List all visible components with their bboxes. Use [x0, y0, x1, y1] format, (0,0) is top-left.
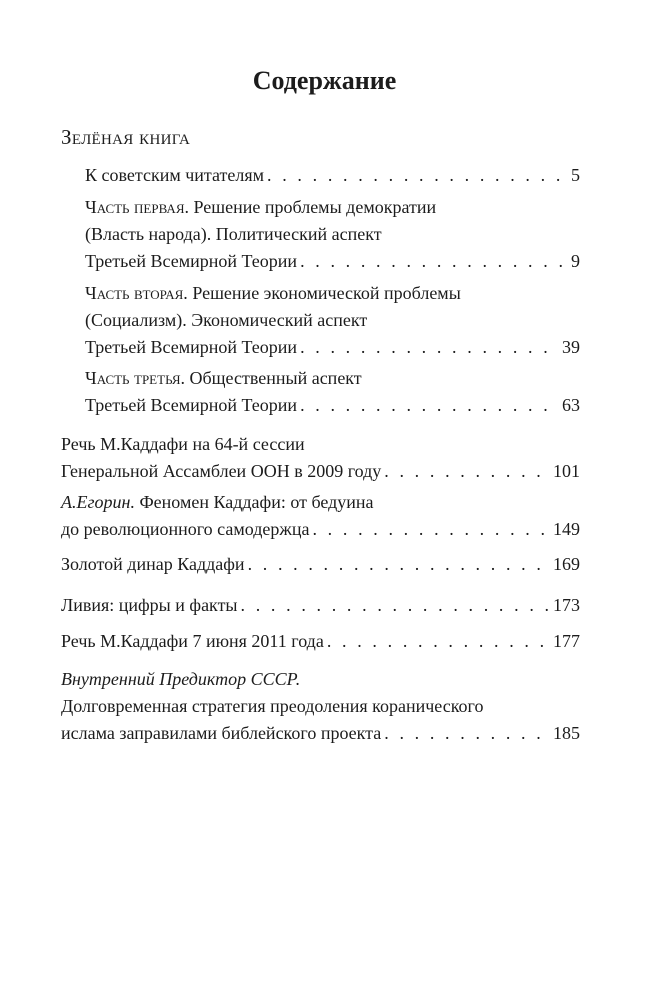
dot-leader: [327, 628, 550, 655]
entry-title: Третьей Всемирной Теории: [85, 251, 298, 271]
dot-leader: [300, 392, 559, 419]
page-title: Содержание: [252, 66, 397, 95]
page-number: 149: [553, 519, 580, 539]
entry-title-line: (Власть народа). Политический аспект: [85, 224, 382, 244]
part-label: Часть вторая.: [85, 283, 188, 303]
page-number: 5: [571, 165, 580, 185]
part-label: Часть первая.: [85, 197, 189, 217]
page-number: 63: [562, 395, 580, 415]
page-number: 9: [571, 251, 580, 271]
toc-entry[interactable]: [85, 194, 580, 275]
page-number: 173: [553, 595, 580, 615]
entry-title: К советским читателям: [85, 165, 265, 185]
dot-leader: [300, 248, 568, 275]
page-number: 177: [553, 631, 580, 651]
toc-entry[interactable]: [85, 365, 580, 419]
entry-title-line: Решение проблемы демократии: [193, 197, 437, 217]
toc-entry[interactable]: [61, 431, 580, 485]
entry-title: Генеральной Ассамблеи ООН в 2009 году: [61, 461, 382, 481]
page-number: 39: [562, 337, 580, 357]
entry-title-line: Решение экономической проблемы: [192, 283, 461, 303]
entry-title-line: Общественный аспект: [189, 368, 362, 388]
entry-title-line: Речь М.Каддафи на 64-й сессии: [61, 434, 305, 454]
dot-leader: [248, 551, 550, 578]
toc-entry[interactable]: [61, 592, 580, 619]
entry-author: А.Егорин.: [61, 492, 135, 512]
dot-leader: [267, 162, 568, 189]
page-number: 169: [553, 554, 580, 574]
entry-title: ислама заправилами библейского проекта: [61, 723, 382, 743]
page-number: 101: [553, 461, 580, 481]
toc-entry[interactable]: [85, 280, 580, 361]
entry-title: Ливия: цифры и факты: [61, 595, 238, 615]
dot-leader: [384, 720, 550, 747]
entry-title: до революционного самодержца: [61, 519, 310, 539]
entry-title: Золотой динар Каддафи: [61, 554, 245, 574]
dot-leader: [312, 516, 550, 543]
entry-title-line: Феномен Каддафи: от бедуина: [139, 492, 374, 512]
toc-entry[interactable]: [61, 628, 580, 655]
toc-entry[interactable]: [61, 666, 580, 747]
entry-title-line: Долговременная стратегия преодоления коранического: [61, 696, 484, 716]
toc-entry[interactable]: [85, 162, 580, 189]
part-label: Часть третья.: [85, 368, 186, 388]
entry-title: Речь М.Каддафи 7 июня 2011 года: [61, 631, 324, 651]
entry-title: Третьей Всемирной Теории: [85, 337, 298, 357]
entry-author: Внутренний Предиктор СССР.: [61, 669, 301, 689]
section-heading: Зелёная книга: [61, 125, 191, 149]
dot-leader: [300, 334, 559, 361]
entry-title-line: (Социализм). Экономический аспект: [85, 310, 368, 330]
dot-leader: [241, 592, 550, 619]
dot-leader: [384, 458, 550, 485]
entry-title: Третьей Всемирной Теории: [85, 395, 298, 415]
toc-entry[interactable]: [61, 489, 580, 543]
toc-entry[interactable]: [61, 551, 580, 578]
page-number: 185: [553, 723, 580, 743]
